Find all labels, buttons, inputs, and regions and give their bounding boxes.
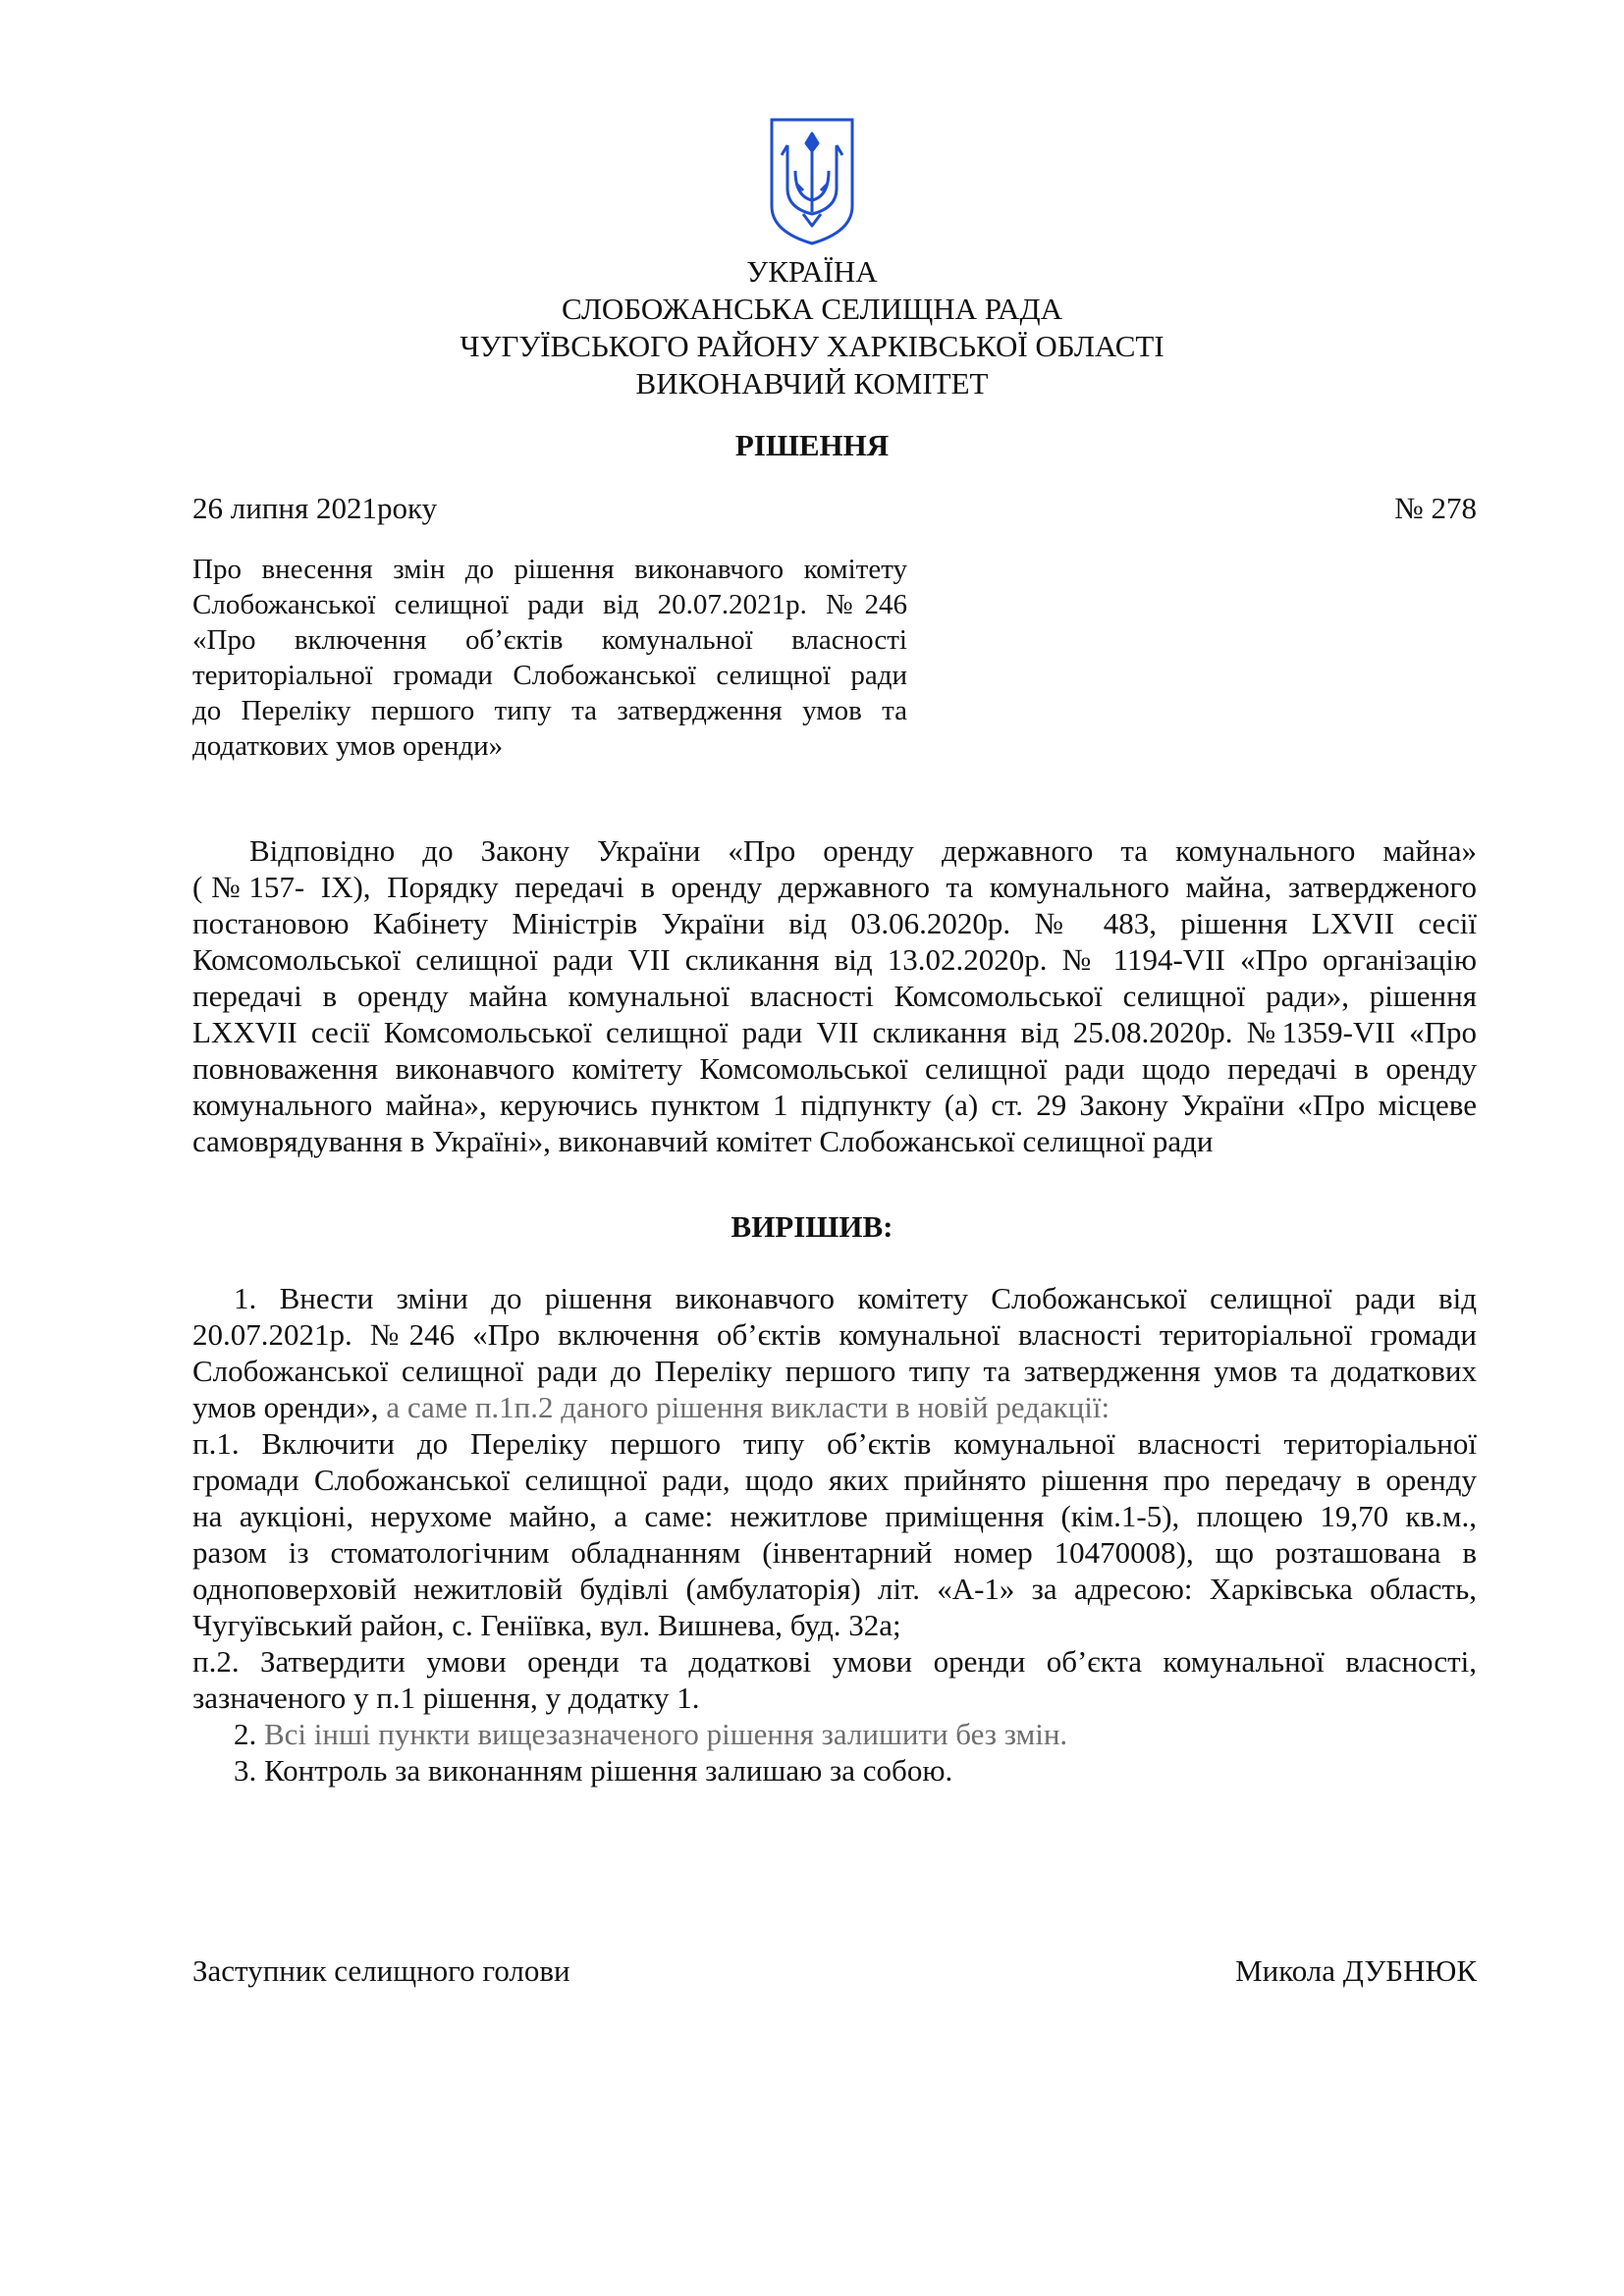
preamble-line: постановою Кабінету Міністрів України від 03.06.2020р. № 483, рішення LXVII сесії bbox=[192, 906, 1477, 940]
header-district: ЧУГУЇВСЬКОГО РАЙОНУ ХАРКІВСЬКОЇ ОБЛАСТІ bbox=[460, 329, 1164, 363]
subject-line: Слобожанської селищної ради від 20.07.2021р. №246 bbox=[192, 589, 907, 620]
preamble-line: повноваження виконавчого комітету Комсомольської селищної ради щодо передачі в оренду bbox=[192, 1051, 1477, 1086]
signature-name: Микола ДУБНЮК bbox=[1235, 1953, 1477, 1988]
item1-line: Слобожанської селищної ради до Переліку першого типу та затвердження умов та додаткових bbox=[192, 1354, 1477, 1388]
subject-line: територіальної громади Слобожанської селищної ради bbox=[192, 660, 907, 691]
preamble-line: самоврядування в Україні», виконавчий комітет Слобожанської селищної ради bbox=[192, 1124, 1214, 1158]
subject-line: «Про включення об’єктів комунальної власності bbox=[192, 624, 907, 656]
resolved-heading: ВИРІШИВ: bbox=[731, 1209, 893, 1244]
p1-line: разом із стоматологічним обладнанням (інвентарний номер 10470008), що розташована в bbox=[192, 1535, 1477, 1570]
item2-text: Всі інші пункти вищезазначеного рішення залишити без змін. bbox=[264, 1717, 1068, 1751]
item1-last-grey: а саме п.1п.2 даного рішення викласти в новій редакції: bbox=[386, 1390, 1110, 1424]
document-title: РІШЕННЯ bbox=[734, 428, 890, 462]
preamble-line: (№157- IX), Порядку передачі в оренду державного та комунального майна, затвердженого bbox=[192, 870, 1477, 904]
header-council: СЛОБОЖАНСЬКА СЕЛИЩНА РАДА bbox=[562, 292, 1062, 326]
signature-position: Заступник селищного голови bbox=[192, 1953, 570, 1988]
p1-line: на аукціоні, нерухоме майно, а саме: нежитлове приміщення (кім.1-5), площею 19,70 кв.м., bbox=[192, 1499, 1477, 1533]
preamble-line: Відповідно до Закону України «Про оренду державного та комунального майна» bbox=[249, 833, 1477, 868]
p1-line: громади Слобожанської селищної ради, щодо яких прийнято рішення про передачу в оренду bbox=[192, 1463, 1477, 1497]
p2-line: п.2. Затвердити умови оренди та додаткові умови оренди об’єкта комунальної власності, bbox=[192, 1644, 1477, 1679]
preamble-line: передачі в оренду майна комунальної власності Комсомольської селищної ради», рішення bbox=[192, 979, 1477, 1013]
p2-line: зазначеного у п.1 рішення, у додатку 1. bbox=[192, 1681, 700, 1715]
p1-line: Чугуївський район, с. Геніївка, вул. Вишнева, буд. 32а; bbox=[192, 1608, 901, 1642]
preamble-paragraph bbox=[192, 832, 1477, 1159]
document-date: 26 липня 2021року bbox=[192, 491, 438, 525]
item1-line: 1. Внести зміни до рішення виконавчого комітету Слобожанської селищної ради від bbox=[234, 1281, 1477, 1315]
subject-line: до Переліку першого типу та затвердження умов та bbox=[192, 695, 907, 726]
item1-line: 20.07.2021р. №246 «Про включення об’єктів комунальної власності територіальної громади bbox=[192, 1317, 1477, 1352]
p1-line: п.1. Включити до Переліку першого типу об’єктів комунальної власності територіальної bbox=[192, 1426, 1477, 1461]
item1-last-black: умов оренди», bbox=[192, 1390, 387, 1424]
header-committee: ВИКОНАВЧИЙ КОМІТЕТ bbox=[635, 366, 989, 400]
item2-number: 2. bbox=[234, 1717, 264, 1751]
item1-last-line bbox=[192, 1389, 1477, 1425]
decision-body bbox=[192, 1280, 1477, 1789]
preamble-line: комунального майна», керуючись пунктом 1 підпункту (а) ст. 29 Закону України «Про місцеве bbox=[192, 1088, 1477, 1122]
document-header bbox=[0, 253, 1624, 402]
tryzub-icon bbox=[768, 116, 856, 247]
header-country: УКРАЇНА bbox=[746, 254, 878, 289]
subject-line: додаткових умов оренди» bbox=[192, 730, 504, 762]
item2-line bbox=[192, 1716, 1477, 1752]
subject-line: Про внесення змін до рішення виконавчого комітету bbox=[192, 554, 907, 585]
document-subject bbox=[192, 552, 907, 764]
preamble-line: LXXVII сесії Комсомольської селищної ради VII скликання від 25.08.2020р. №1359-VII «Про bbox=[192, 1015, 1477, 1049]
p1-line: одноповерховій нежитловій будівлі (амбулаторія) літ. «А-1» за адресою: Харківська область, bbox=[192, 1572, 1477, 1606]
document-number: № 278 bbox=[1394, 491, 1477, 525]
preamble-line: Комсомольської селищної ради VII скликання від 13.02.2020р. № 1194-VII «Про організацію bbox=[192, 942, 1477, 977]
item3-line: 3. Контроль за виконанням рішення залишаю за собою. bbox=[234, 1753, 953, 1788]
